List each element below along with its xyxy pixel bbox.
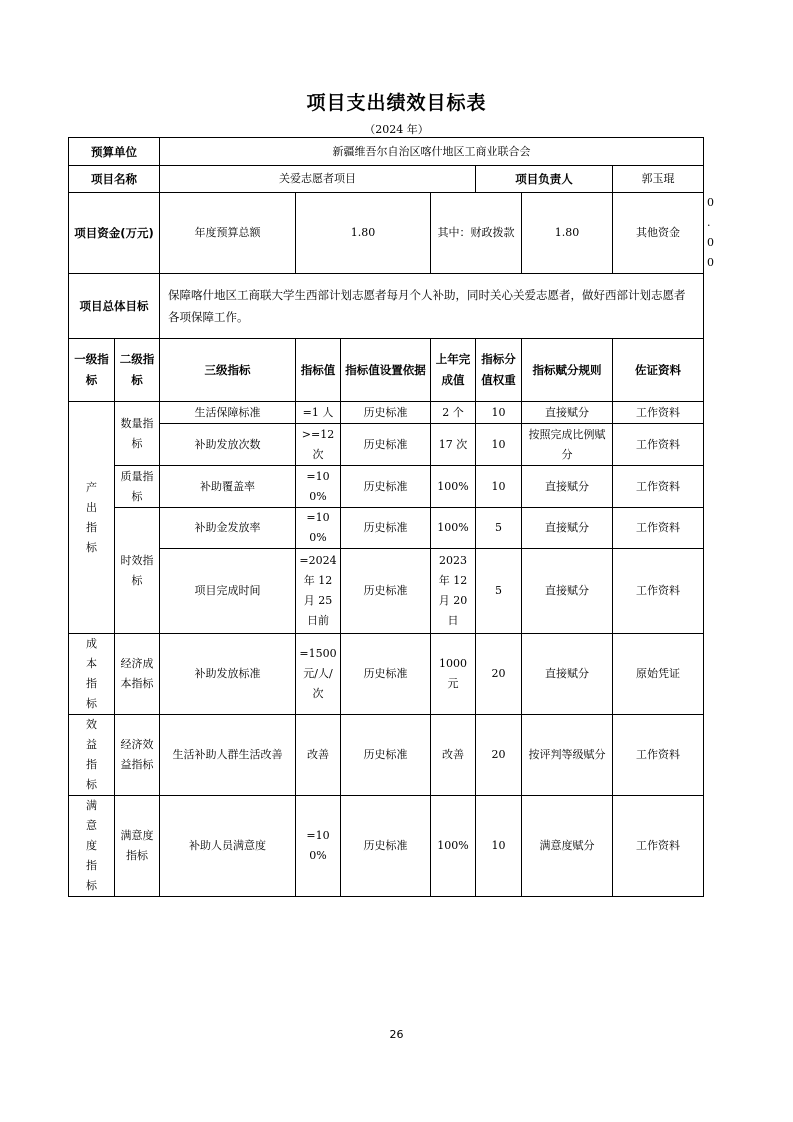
prev-cell: 1000 元	[431, 634, 476, 715]
level1-output: 产出指标	[69, 402, 115, 634]
other-funds-label: 其他资金	[613, 193, 704, 274]
value-cell: =100%	[296, 466, 341, 508]
col-prev-header: 上年完成值	[431, 339, 476, 402]
rule-cell: 直接赋分	[522, 402, 613, 424]
evidence-cell: 工作资料	[613, 424, 704, 466]
table-row	[69, 424, 704, 466]
project-name-value: 关爱志愿者项目	[160, 166, 476, 193]
level3-cell: 补助人员满意度	[160, 796, 296, 897]
value-cell: =1 人	[296, 402, 341, 424]
level3-cell: 生活补助人群生活改善	[160, 715, 296, 796]
basis-cell: 历史标准	[341, 424, 431, 466]
value-cell: =2024 年 12 月 25 日前	[296, 549, 341, 634]
rule-cell: 按评判等级赋分	[522, 715, 613, 796]
rule-cell: 满意度赋分	[522, 796, 613, 897]
prev-cell: 100%	[431, 466, 476, 508]
rule-cell: 按照完成比例赋分	[522, 424, 613, 466]
level1-benefit: 效益指标	[69, 715, 115, 796]
budget-unit-row	[69, 138, 704, 166]
table-row	[69, 466, 704, 508]
weight-cell: 10	[476, 466, 522, 508]
weight-cell: 5	[476, 549, 522, 634]
fiscal-label: 其中：财政拨款	[431, 193, 522, 274]
prev-cell: 改善	[431, 715, 476, 796]
page-title: 项目支出绩效目标表	[306, 92, 487, 114]
col-level3-header: 三级指标	[160, 339, 296, 402]
year-subtitle: （2024 年）	[364, 123, 429, 136]
performance-table	[68, 137, 715, 897]
evidence-cell: 工作资料	[613, 715, 704, 796]
level2-quality: 质量指标	[115, 466, 160, 508]
weight-cell: 10	[476, 796, 522, 897]
level3-cell: 项目完成时间	[160, 549, 296, 634]
level2-timeliness: 时效指标	[115, 508, 160, 634]
level1-satisfaction: 满意度指标	[69, 796, 115, 897]
evidence-cell: 工作资料	[613, 796, 704, 897]
basis-cell: 历史标准	[341, 796, 431, 897]
page-number: 26	[389, 1028, 404, 1041]
funds-row: 项目资金(万元) 年度预算总额 1.80 其中：财政拨款 1.80 其他资金 0.00	[69, 193, 704, 274]
level2-quantity: 数量指标	[115, 402, 160, 466]
evidence-cell: 工作资料	[613, 466, 704, 508]
level3-cell: 补助发放次数	[160, 424, 296, 466]
evidence-cell: 原始凭证	[613, 634, 704, 715]
level3-cell: 补助覆盖率	[160, 466, 296, 508]
col-weight-header: 指标分值权重	[476, 339, 522, 402]
prev-cell: 17 次	[431, 424, 476, 466]
level3-cell: 生活保障标准	[160, 402, 296, 424]
manager-label: 项目负责人	[476, 166, 613, 193]
level2-economic-benefit: 经济效益指标	[115, 715, 160, 796]
weight-cell: 20	[476, 715, 522, 796]
evidence-cell: 工作资料	[613, 402, 704, 424]
evidence-cell: 工作资料	[613, 549, 704, 634]
table-row	[69, 796, 704, 897]
level1-cost: 成本指标	[69, 634, 115, 715]
value-cell: =100%	[296, 508, 341, 549]
table-row	[69, 508, 704, 549]
fiscal-value: 1.80	[522, 193, 613, 274]
rule-cell: 直接赋分	[522, 549, 613, 634]
rule-cell: 直接赋分	[522, 466, 613, 508]
prev-cell: 100%	[431, 508, 476, 549]
basis-cell: 历史标准	[341, 715, 431, 796]
level3-cell: 补助发放标准	[160, 634, 296, 715]
rule-cell: 直接赋分	[522, 508, 613, 549]
basis-cell: 历史标准	[341, 634, 431, 715]
table-row	[69, 715, 704, 796]
table-row	[69, 402, 704, 424]
evidence-cell: 工作资料	[613, 508, 704, 549]
value-cell: >=12 次	[296, 424, 341, 466]
col-basis-header: 指标值设置依据	[341, 339, 431, 402]
goal-value: 保障喀什地区工商联大学生西部计划志愿者每月个人补助，同时关心关爱志愿者，做好西部计划志愿者各项保障工作。	[160, 274, 704, 339]
funds-label: 项目资金(万元)	[69, 193, 160, 274]
col-evidence-header: 佐证资料	[613, 339, 704, 402]
value-cell: =100%	[296, 796, 341, 897]
rule-cell: 直接赋分	[522, 634, 613, 715]
table-row	[69, 634, 704, 715]
annual-budget-value: 1.80	[296, 193, 431, 274]
weight-cell: 10	[476, 402, 522, 424]
value-cell: =1500 元/人/次	[296, 634, 341, 715]
project-name-row	[69, 166, 704, 193]
basis-cell: 历史标准	[341, 402, 431, 424]
weight-cell: 10	[476, 424, 522, 466]
weight-cell: 5	[476, 508, 522, 549]
basis-cell: 历史标准	[341, 466, 431, 508]
prev-cell: 100%	[431, 796, 476, 897]
table-row	[69, 549, 704, 634]
col-rule-header: 指标赋分规则	[522, 339, 613, 402]
prev-cell: 2 个	[431, 402, 476, 424]
level2-economic-cost: 经济成本指标	[115, 634, 160, 715]
annual-budget-label: 年度预算总额	[160, 193, 296, 274]
value-cell: 改善	[296, 715, 341, 796]
project-name-label: 项目名称	[69, 166, 160, 193]
weight-cell: 20	[476, 634, 522, 715]
goal-row	[69, 274, 704, 339]
level3-cell: 补助金发放率	[160, 508, 296, 549]
basis-cell: 历史标准	[341, 508, 431, 549]
col-level1-header: 一级指标	[69, 339, 115, 402]
prev-cell: 2023 年 12 月 20 日	[431, 549, 476, 634]
col-value-header: 指标值	[296, 339, 341, 402]
basis-cell: 历史标准	[341, 549, 431, 634]
budget-unit-value: 新疆维吾尔自治区喀什地区工商业联合会	[160, 138, 704, 166]
manager-value: 郭玉琨	[613, 166, 704, 193]
budget-unit-label: 预算单位	[69, 138, 160, 166]
level2-satisfaction: 满意度指标	[115, 796, 160, 897]
col-level2-header: 二级指标	[115, 339, 160, 402]
column-header-row	[69, 339, 704, 402]
goal-label: 项目总体目标	[69, 274, 160, 339]
